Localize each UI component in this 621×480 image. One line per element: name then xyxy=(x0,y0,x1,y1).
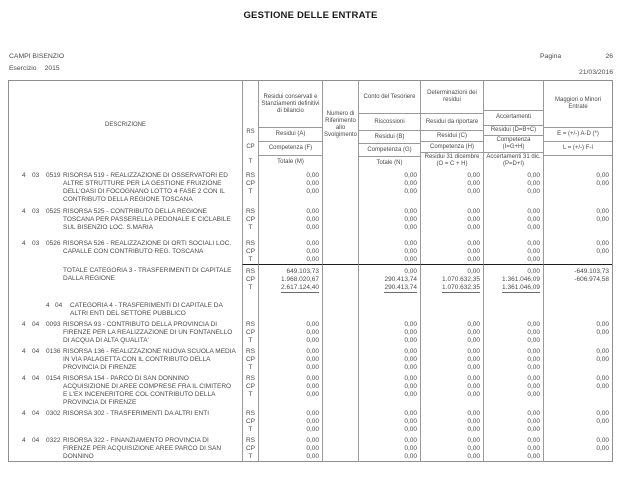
code-titolo: 4 xyxy=(22,208,26,215)
code-categoria: 03 xyxy=(32,240,40,247)
label-residui-c: Residui (C) xyxy=(421,130,483,141)
row-code xyxy=(9,348,63,372)
pagina-value: 26 xyxy=(605,53,613,60)
table-row xyxy=(9,205,612,237)
rs-cp-t-cell: RS CP T xyxy=(242,264,258,297)
col-b-values: 0,00 0,00 0,00 xyxy=(358,205,420,237)
numero-riferimento-cell xyxy=(322,434,358,462)
numero-riferimento-cell xyxy=(322,169,358,205)
label-competenza-g: Competenza (G) xyxy=(359,143,420,156)
header-descrizione xyxy=(9,81,242,169)
numero-riferimento-cell xyxy=(322,372,358,407)
description-cell xyxy=(9,297,242,318)
row-description: RISORSA 525 - CONTRIBUTO DELLA REGIONE TOSCANA PER PASSERELLA PEDONALE E CICLABILE SUL BISENZIO LOC. S.MARIA xyxy=(63,208,231,231)
numero-riferimento-cell xyxy=(322,407,358,434)
rs-cp-t-cell: RS CP T xyxy=(242,169,258,205)
row-description: RISORSA 136 - REALIZZAZIONE NUOVA SCUOLA MEDIA IN VIA PALAGETTA CON IL CONTRIBUTO DELLA PROVINCIA DI FIRENZE xyxy=(63,348,236,371)
header-rs-cp-t xyxy=(242,81,258,169)
group-determinazioni-residui: Determinazioni dei residui xyxy=(427,90,477,103)
numero-riferimento-cell xyxy=(322,264,358,297)
header-col-b xyxy=(358,81,420,169)
row-description: RISORSA 154 - PARCO DI SAN DONNINO ACQUISIZIONE DI AREE COMPRESE FRA IL CIMITERO E L'EX INCENERITORE COL CONTRIBUTO DELLA PROVINCIA DI FIRENZE xyxy=(63,375,232,406)
label-competenza-i: Competenza (I=G+H) xyxy=(484,135,543,152)
rs-cp-t-cell: RS CP T xyxy=(242,205,258,237)
col-c-values: 0,00 0,00 0,00 xyxy=(420,407,483,434)
code-titolo: 4 xyxy=(22,437,26,444)
code-titolo: 4 xyxy=(22,375,26,382)
code-risorsa: 0322 xyxy=(46,437,61,444)
label-accertamenti-31-dic: Accertamenti 31 dic. (P=D+I) xyxy=(484,152,543,169)
row-code xyxy=(9,437,63,462)
col-a-values: 0,00 0,00 0,00 xyxy=(258,407,322,434)
row-code xyxy=(9,375,63,407)
header-numero-riferimento xyxy=(322,81,358,169)
row-description: RISORSA 519 - REALIZZAZIONE DI OSSERVATORI ED ALTRE STRUTTURE PER LA GESTIONE FRUIZIONE DELL'OASI DI FOCOGNANO LOTTO 4 FASE 2 CON IL CONTRIBUTO DELLA REGIONE TOSCANA xyxy=(63,172,228,203)
code-risorsa: 0526 xyxy=(46,240,61,247)
label-empty xyxy=(544,155,612,169)
row-code xyxy=(9,410,63,434)
col-a-values: 0,00 0,00 0,00 xyxy=(258,169,322,205)
code-risorsa: 0302 xyxy=(46,410,61,417)
row-code xyxy=(9,321,63,345)
table-row xyxy=(9,237,612,264)
rs-cp-t-cell: RS CP T xyxy=(242,407,258,434)
entity-name: CAMPI BISENZIO xyxy=(9,53,65,60)
col-e-values: 0,00 0,00 xyxy=(543,434,612,462)
rs-cp-t-cell: RS CP T xyxy=(242,345,258,372)
description-cell xyxy=(9,237,242,264)
col-d-values: 0,00 0,00 0,00 xyxy=(483,434,543,462)
code-categoria: 04 xyxy=(32,348,40,355)
col-c-values: 0,00 1.070.632,35 1.070.632,35 xyxy=(420,264,483,297)
col-e-values: 0,00 0,00 xyxy=(543,345,612,372)
table-row xyxy=(9,169,612,205)
col-e-values: 0,00 0,00 xyxy=(543,318,612,345)
col-c-values: 0,00 0,00 0,00 xyxy=(420,237,483,264)
col-a-values: 0,00 0,00 0,00 xyxy=(258,205,322,237)
col-a-values: 649.103,73 1.968.020,67 2.617.124,40 xyxy=(258,264,322,297)
sub-accertamenti: Accertamenti xyxy=(484,110,543,125)
col-a-values: 0,00 0,00 0,00 xyxy=(258,434,322,462)
code-categoria: 04 xyxy=(32,410,40,417)
header-col-d xyxy=(483,81,543,169)
col-b-values: 0,00 0,00 0,00 xyxy=(358,345,420,372)
group-conto-tesoriere: Conto del Tesoriere xyxy=(363,93,416,100)
col-d-values: 0,00 1.361.046,09 1.361.046,09 xyxy=(483,264,543,297)
description-cell xyxy=(9,318,242,345)
categoria-description: CATEGORIA 4 - TRASFERIMENTI DI CAPITALE DA ALTRI ENTI DEL SETTORE PUBBLICO xyxy=(70,302,223,317)
col-c-values: 0,00 0,00 0,00 xyxy=(420,205,483,237)
table-row xyxy=(9,434,612,462)
col-b-values: 0,00 0,00 0,00 xyxy=(358,237,420,264)
col-b-values: 0,00 0,00 0,00 xyxy=(358,407,420,434)
col-a-values: 0,00 0,00 0,00 xyxy=(258,372,322,407)
col-d-values: 0,00 0,00 0,00 xyxy=(483,169,543,205)
header-col-e xyxy=(543,81,612,169)
col-a-values xyxy=(258,297,322,318)
numero-riferimento-cell xyxy=(322,318,358,345)
label-totale-m: Totale (M) xyxy=(259,155,322,169)
categoria-heading-row xyxy=(9,297,612,318)
col-b-values xyxy=(358,297,420,318)
code-risorsa: 0136 xyxy=(46,348,61,355)
col-b-values: 0,00 0,00 0,00 xyxy=(358,318,420,345)
col-e-values: 0,00 0,00 xyxy=(543,372,612,407)
numero-riferimento-cell xyxy=(322,205,358,237)
col-e-values: 0,00 0,00 xyxy=(543,169,612,205)
row-code xyxy=(9,267,63,297)
rs-cp-t-cell: RS CP T xyxy=(242,237,258,264)
rs-cp-t-cell xyxy=(242,297,258,318)
col-c-values: 0,00 0,00 0,00 xyxy=(420,434,483,462)
col-b-values: 0,00 0,00 0,00 xyxy=(358,372,420,407)
code-titolo: 4 xyxy=(22,240,26,247)
column-header-descrizione: DESCRIZIONE xyxy=(104,121,146,128)
code-categoria: 04 xyxy=(32,437,40,444)
page-title: GESTIONE DELLE ENTRATE xyxy=(243,10,378,21)
totale-categoria-row xyxy=(9,264,612,297)
code-risorsa: 0519 xyxy=(46,172,61,179)
col-d-values: 0,00 0,00 0,00 xyxy=(483,318,543,345)
code-categoria: 04 xyxy=(32,375,40,382)
esercizio-line xyxy=(9,65,60,72)
rs-cp-t-cell: RS CP T xyxy=(242,434,258,462)
col-b-values: 0,00 0,00 0,00 xyxy=(358,169,420,205)
header-rs: RS xyxy=(246,129,255,136)
row-code xyxy=(9,208,63,237)
code-titolo: 4 xyxy=(46,302,50,309)
pagina-label: Pagina xyxy=(540,53,562,60)
col-e-values: 0,00 0,00 xyxy=(543,407,612,434)
col-b-values: 0,00 290.413,74 290.413,74 xyxy=(358,264,420,297)
col-e-values: 0,00 0,00 xyxy=(543,205,612,237)
label-residui-d: Residui (D=B+C) xyxy=(484,125,543,135)
esercizio-label: Esercizio xyxy=(9,65,37,72)
spacer xyxy=(243,81,258,125)
col-d-values: 0,00 0,00 0,00 xyxy=(483,205,543,237)
col-c-values xyxy=(420,297,483,318)
description-cell xyxy=(9,407,242,434)
numero-riferimento-cell xyxy=(322,237,358,264)
code-titolo: 4 xyxy=(22,348,26,355)
rs-cp-t-cell: RS CP T xyxy=(242,372,258,407)
table-row xyxy=(9,372,612,407)
col-a-values: 0,00 0,00 0,00 xyxy=(258,318,322,345)
entrate-table xyxy=(8,80,613,462)
table-row xyxy=(9,407,612,434)
label-residui-a: Residui (A) xyxy=(259,127,322,141)
col-e-values: 0,00 0,00 xyxy=(543,237,612,264)
description-cell xyxy=(9,434,242,462)
label-formula-e: E = (+/-) A-D (*) xyxy=(544,127,612,141)
label-formula-l: L = (+/-) F-I xyxy=(544,141,612,155)
report-date: 21/03/2016 xyxy=(578,69,613,76)
code-categoria: 03 xyxy=(32,172,40,179)
header-t: T xyxy=(248,158,253,165)
col-d-values xyxy=(483,297,543,318)
group-maggiori-minori-entrate: Maggiori o Minori Entrate xyxy=(554,97,602,110)
rs-cp-t-cell: RS CP T xyxy=(242,318,258,345)
description-cell xyxy=(9,345,242,372)
code-titolo: 4 xyxy=(22,172,26,179)
label-residui-31-dicembre: Residui 31 dicembre (O = C + H) xyxy=(421,152,483,169)
numero-riferimento-cell xyxy=(322,297,358,318)
code-risorsa: 0093 xyxy=(46,321,61,328)
label-totale-n: Totale (N) xyxy=(359,156,420,169)
sub-residui-da-riportare: Residui da riportare xyxy=(421,113,483,130)
sub-riscossioni: Riscossioni xyxy=(359,113,420,130)
group-residui-conservati: Residui conservati e Stanziamenti definitivi di bilancio xyxy=(261,93,320,114)
table-row xyxy=(9,345,612,372)
code-categoria: 03 xyxy=(32,208,40,215)
col-c-values: 0,00 0,00 0,00 xyxy=(420,345,483,372)
row-description: RISORSA 322 - FINANZIAMENTO PROVINCIA DI FIRENZE PER ACQUISIZIONE AREE PARCO DI SAN DONNINO xyxy=(63,437,222,460)
row-code xyxy=(9,240,63,264)
col-b-values: 0,00 0,00 0,00 xyxy=(358,434,420,462)
col-d-values: 0,00 0,00 0,00 xyxy=(483,345,543,372)
code-categoria: 04 xyxy=(55,302,63,309)
col-e-values xyxy=(543,297,612,318)
table-header xyxy=(9,81,612,169)
col-c-values: 0,00 0,00 0,00 xyxy=(420,318,483,345)
row-description: RISORSA 526 - REALIZZAZIONE DI ORTI SOCIALI LOC. CAPALLE CON CONTRIBUTO REG. TOSCANA xyxy=(63,240,232,255)
col-d-values: 0,00 0,00 0,00 xyxy=(483,237,543,264)
table-row xyxy=(9,318,612,345)
label-competenza-h: Competenza (H) xyxy=(421,141,483,152)
totale-description: TOTALE CATEGORIA 3 - TRASFERIMENTI DI CAPITALE DALLA REGIONE xyxy=(63,267,232,282)
code-risorsa: 0154 xyxy=(46,375,61,382)
col-a-values: 0,00 0,00 0,00 xyxy=(258,237,322,264)
description-cell xyxy=(9,205,242,237)
col-a-values: 0,00 0,00 0,00 xyxy=(258,345,322,372)
code-categoria: 04 xyxy=(32,321,40,328)
code-risorsa: 0525 xyxy=(46,208,61,215)
row-description: RISORSA 302 - TRASFERIMENTI DA ALTRI ENTI xyxy=(63,410,210,417)
row-description: RISORSA 93 - CONTRIBUTO DELLA PROVINCIA DI FIRENZE PER LA REALIZZAZIONE DI UN FONTANELLO DI ACQUA DI ALTA QUALITA' xyxy=(63,321,233,344)
header-col-c xyxy=(420,81,483,169)
page-number-line xyxy=(540,53,613,60)
group-numero-riferimento: Numero di Riferimento allo Svolgimento xyxy=(324,111,358,138)
label-competenza-f: Competenza (F) xyxy=(259,141,322,155)
numero-riferimento-cell xyxy=(322,345,358,372)
header-cp: CP xyxy=(246,144,255,150)
col-c-values: 0,00 0,00 0,00 xyxy=(420,372,483,407)
description-cell xyxy=(9,264,242,297)
esercizio-value: 2015 xyxy=(44,65,60,72)
group-empty xyxy=(484,81,543,110)
header-col-a xyxy=(258,81,322,169)
label-residui-b: Residui (B) xyxy=(359,130,420,143)
col-d-values: 0,00 0,00 0,00 xyxy=(483,407,543,434)
col-c-values: 0,00 0,00 0,00 xyxy=(420,169,483,205)
description-cell xyxy=(9,169,242,205)
code-titolo: 4 xyxy=(22,410,26,417)
row-code xyxy=(9,172,63,205)
col-d-values: 0,00 0,00 0,00 xyxy=(483,372,543,407)
description-cell xyxy=(9,372,242,407)
col-e-values: -649.103,73 -606.974,58 xyxy=(543,264,612,297)
code-titolo: 4 xyxy=(22,321,26,328)
